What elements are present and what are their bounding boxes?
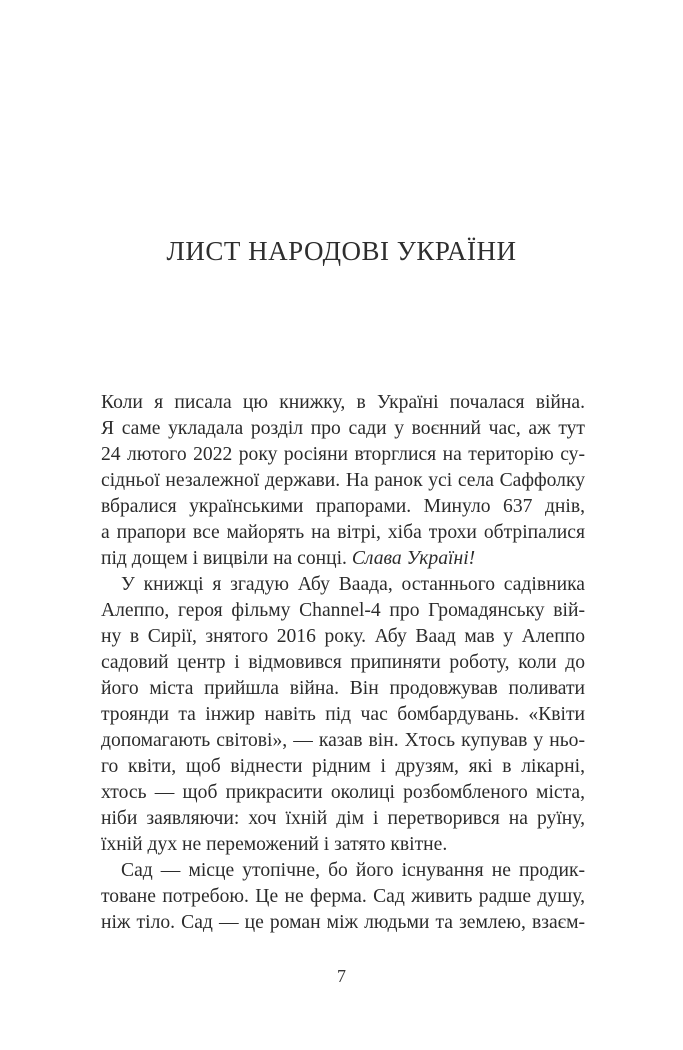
text-line: Коли я писала цю книжку, в Україні почалася війна. (101, 392, 585, 413)
text-line: допомагають світові», — казав він. Хтось купував у ньо- (101, 730, 585, 751)
text-line: У книжці я згадую Абу Ваада, останнього садівника (121, 574, 585, 595)
chapter-title: ЛИСТ НАРОДОВІ УКРАЇНИ (166, 236, 517, 266)
text-line: ніж тіло. Сад — це роман між людьми та землею, взаєм- (101, 912, 585, 933)
text-line: го квіти, щоб віднести рідним і друзям, які в лікарні, (101, 756, 585, 777)
text-line: Сад — місце утопічне, бо його існування не продик- (121, 860, 585, 881)
paragraph-1 (101, 390, 585, 572)
text-line: Алеппо, героя фільму Channel-4 про Громадянську вій- (101, 600, 585, 621)
text-line: вбралися українськими прапорами. Минуло 637 днів, (101, 496, 585, 517)
italic-exclamation: Слава Україні! (351, 548, 476, 569)
text-line: їхній дух не переможений і затято квітне. (101, 834, 448, 855)
text-line: товане потребою. Це не ферма. Сад живить радше душу, (101, 886, 585, 907)
text-line: ну в Сирії, знятого 2016 року. Абу Ваад мав у Алеппо (101, 626, 585, 647)
paragraph-3 (101, 858, 585, 936)
page-number: 7 (337, 966, 346, 986)
text-line: Я саме укладала розділ про сади у воєнний час, аж тут (101, 418, 585, 439)
text-line: його міста прийшла війна. Він продовжував поливати (101, 678, 585, 699)
paragraph-2 (101, 572, 585, 858)
body-text (101, 390, 585, 936)
text-line: ніби заявляючи: хоч їхній дім і перетворився на руїну, (101, 808, 585, 829)
text-line: хтось — щоб прикрасити околиці розбомбленого міста, (101, 782, 585, 803)
text-line: сідньої незалежної держави. На ранок усі села Саффолку (101, 470, 585, 491)
text-line: 24 лютого 2022 року росіяни вторглися на територію су- (101, 444, 585, 465)
text-plain: під дощем і вицвіли на сонці. (101, 548, 352, 569)
text-line: а прапори все майорять на вітрі, хіба трохи обтріпалися (101, 522, 585, 543)
text-line: садовий центр і відмовився припиняти роботу, коли до (101, 652, 585, 673)
text-line (101, 546, 585, 572)
text-line: троянди та інжир навіть під час бомбардувань. «Квіти (101, 704, 585, 725)
